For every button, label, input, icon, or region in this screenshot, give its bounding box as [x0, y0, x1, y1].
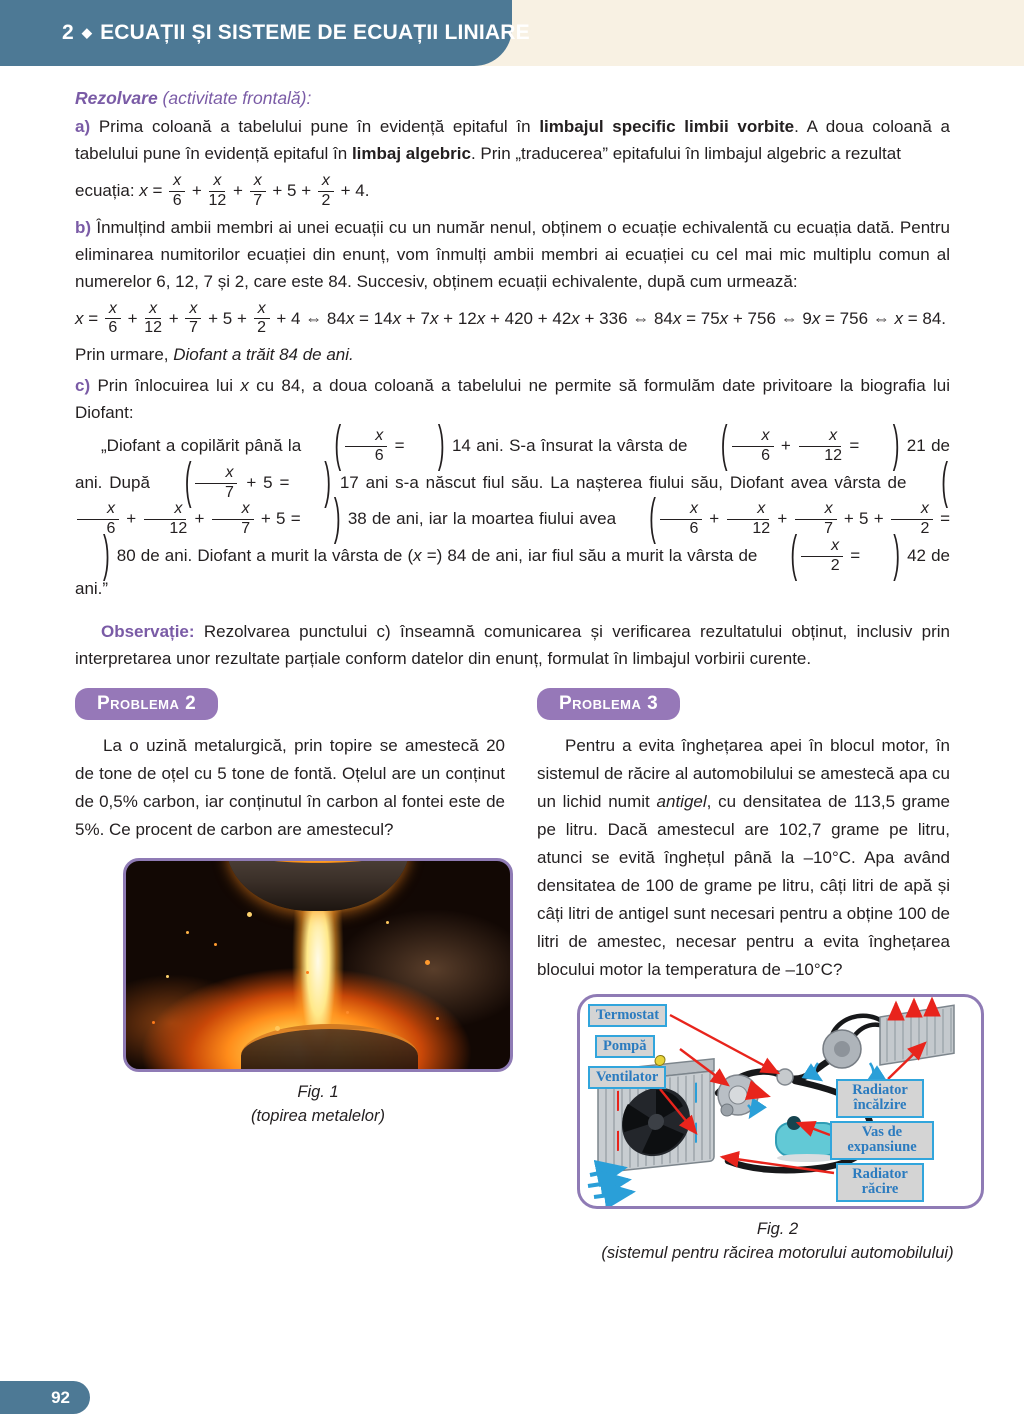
label-termostat: Termostat — [588, 1004, 667, 1028]
problema3-badge: Problema 3 — [537, 688, 680, 720]
observation-paragraph: Observație: Rezolvarea punctului c) înseamnă comunicarea și verificarea rezultatului obținut, inclusiv prin interpretarea unor rezultate parțiale conform datelor din enunț, formulat în limbajul vorbirii curente. — [75, 621, 950, 668]
chapter-banner — [0, 0, 530, 66]
problema3-text: Pentru a evita înghețarea apei în blocul motor, în sistemul de răcire al automobilului se amestecă apa cu un lichid numit antigel, cu densitatea de 113,5 grame pe litru. Dacă amestecul are 102,7 grame pe litru, atunci se evită înghețul până la –10°C. Apa având densitatea de 100 de grame pe litru, câți litri de apă și câți litri de antigel sunt necesari pentru a obține 100 de litri de amestec, necesar pentru a evita înghețarea blocului motor la temperatura de –10°C? — [537, 735, 950, 979]
label-radiator-incalzire: Radiator încălzire — [836, 1079, 924, 1118]
pompa-part — [718, 1075, 768, 1117]
figure2-diagram — [577, 994, 984, 1209]
figure1-subcaption: (topirea metalelor) — [251, 1106, 385, 1125]
big-paren: ) — [324, 454, 331, 510]
paragraph-b: b) Înmulțind ambii membri ai unei ecuații cu un număr nenul, obținem o ecuație echivalentă cu ecuația dată. Pentru eliminarea numitorilor ecuației din enunț, vom înmulți ambii membri ai ecuației cu cel mai mic multiplu comun al numerelor 6, 12, 7 și 2, care este 84. Succesiv, obținem ecuații echivalente, după cum urmează: — [75, 217, 950, 291]
fraction: $\frac{x}{6}$ — [105, 301, 121, 338]
molten-metal-photo — [123, 858, 513, 1072]
main-content — [75, 66, 954, 1265]
fraction: $\frac{x}{7}$ — [212, 501, 254, 538]
vas-expansiune-part — [776, 1116, 838, 1162]
label-pompa: Pompă — [595, 1035, 655, 1059]
problema3-column — [537, 688, 954, 1265]
rezolvare-title: Rezolvare — [75, 88, 158, 108]
figure1-caption — [123, 1080, 513, 1128]
fraction: $\frac{x}{7}$ — [250, 173, 266, 210]
fraction: $\frac{x}{2}$ — [318, 173, 334, 210]
radiator-incalzire-part — [880, 1005, 954, 1065]
page-number: 92 — [51, 1388, 70, 1407]
figure1 — [123, 858, 513, 1128]
fraction: $\frac{x}{12}$ — [798, 428, 842, 465]
figure1-label: Fig. 1 — [297, 1082, 339, 1101]
chapter-title — [62, 21, 530, 45]
chapter-number: 2 — [62, 21, 74, 44]
fraction: $\frac{x}{6}$ — [732, 428, 774, 465]
big-paren: ) — [103, 527, 110, 583]
figure2-label: Fig. 2 — [756, 1219, 799, 1238]
fraction: $\frac{x}{7}$ — [195, 465, 237, 502]
problems-columns — [75, 688, 954, 1265]
fraction: $\frac{x}{2}$ — [891, 501, 933, 538]
fraction: $\frac{x}{2}$ — [801, 538, 843, 575]
fraction: $\frac{x}{6}$ — [169, 173, 185, 210]
fraction: $\frac{x}{6}$ — [77, 501, 119, 538]
equation-b: x = $\frac{x}{6}$ + $\frac{x}{12}$ + $\frac{x}{7}$ + 5 + $\frac{x}{2}$ + 4 ⇔ 84x = 14x + 7x + 12x + 420 + 42x + 336 ⇔ 84x = 75x + 756 ⇔ 9x = 756 ⇔ x = 84. — [75, 299, 947, 337]
equation-a: ecuația: x = $\frac{x}{6}$ + $\frac{x}{12}$ + $\frac{x}{7}$ + 5 + $\frac{x}{2}$ + 4. — [75, 172, 370, 209]
big-paren: ) — [333, 490, 341, 546]
label-ventilator: Ventilator — [588, 1066, 666, 1090]
label-radiator-racire: Radiator răcire — [836, 1163, 924, 1202]
big-paren: ) — [437, 417, 445, 473]
problema2-column — [75, 688, 505, 1265]
diamond-icon: ◆ — [81, 25, 93, 40]
label-vas-expansiune: Vas de expansiune — [830, 1121, 934, 1160]
fraction: $\frac{x}{12}$ — [144, 299, 163, 337]
rezolvare-subtitle: (activitate frontală): — [157, 88, 312, 108]
figure2-subcaption: (sistemul pentru răcirea motorului automobilului) — [601, 1243, 954, 1262]
big-paren: ( — [790, 527, 798, 583]
big-paren: ) — [893, 527, 900, 583]
rezolvare-heading — [75, 88, 950, 109]
conclusion-line: Prin urmare, Diofant a trăit 84 de ani. — [75, 345, 354, 365]
fraction: $\frac{x}{6}$ — [660, 501, 702, 538]
big-paren: ( — [941, 454, 949, 510]
paragraph-a: a) Prima coloană a tabelului pune în evidență epitaful în limbajul specific limbii vorbite. A doua coloană a tabelului pune în evidență epitaful în limbaj algebric. Prin „traducerea” epitafului în limbajul algebric a rezultat — [75, 117, 951, 163]
big-paren: ( — [649, 490, 656, 546]
big-paren: ( — [334, 417, 342, 473]
sparks-decoration — [186, 931, 189, 934]
ventilator-incalzire-part — [815, 1030, 874, 1082]
fraction: $\frac{x}{12}$ — [143, 501, 187, 538]
fraction: $\frac{x}{2}$ — [254, 301, 270, 338]
fraction: $\frac{x}{7}$ — [185, 301, 201, 338]
big-paren: ( — [720, 417, 728, 473]
fraction: $\frac{x}{7}$ — [795, 501, 837, 538]
termostat-part — [777, 1069, 793, 1085]
paragraph-c: c) Prin înlocuirea lui x cu 84, a doua coloană a tabelului ne permite să formulăm date privitoare la biografia lui Diofant: — [75, 376, 950, 423]
diofant-quote: „Diofant a copilărit până la ( $\frac{x}{6}$ = ) 14 ani. S-a însurat la vârsta de ( $\frac{x}{6}$ + $\frac{x}{12}$ = ) 21 de ani. După ( $\frac{x}{7}$ + 5 = ) 17 ani s-a născut fiul său. La nașterea fiului său, Diofant avea vârsta de ( $\frac{x}{6}$ + $\frac{x}{12}$ + $\frac{x}{7}$ + 5 = ) 38 de ani, iar la moartea fiului avea ( $\frac{x}{6}$ + $\frac{x}{12}$ + $\frac{x}{7}$ + 5 + $\frac{x}{2}$ = ) 80 de ani. Diofant a murit la vârsta de (x =) 84 de ani, iar fiul său a murit la vârsta de ( $\frac{x}{2}$ = ) 42 de ani.” — [75, 428, 950, 601]
fraction: $\frac{x}{12}$ — [726, 501, 770, 538]
big-paren: ) — [892, 417, 900, 473]
big-paren: ( — [184, 454, 192, 510]
chapter-title-text: ECUAȚII ȘI SISTEME DE ECUAȚII LINIARE — [100, 21, 530, 44]
page-number-tab — [0, 1381, 90, 1414]
problema2-text: La o uzină metalurgică, prin topire se amestecă 20 de tone de oțel cu 5 tone de fontă. Oțelul are un conținut de 0,5% carbon, iar conținutul în carbon al fontei este de 5%. Ce procent de carbon are amestecul? — [75, 735, 505, 839]
figure2-caption — [537, 1217, 1018, 1265]
crucible-shape — [241, 1024, 418, 1072]
problema2-badge: Problema 2 — [75, 688, 218, 720]
ladle-shape — [226, 858, 410, 911]
fraction: $\frac{x}{12}$ — [208, 172, 227, 209]
fraction: $\frac{x}{6}$ — [345, 428, 387, 465]
